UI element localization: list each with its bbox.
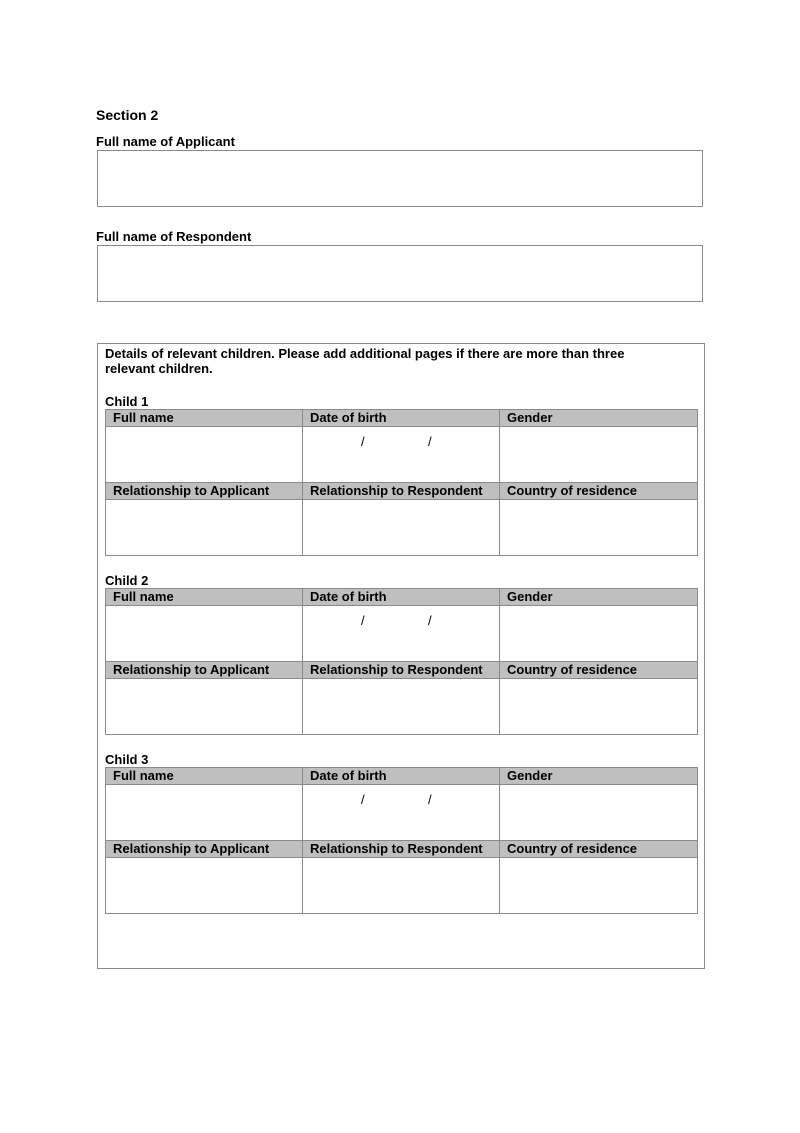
child-3-full-name-field[interactable] bbox=[106, 785, 303, 841]
applicant-name-label: Full name of Applicant bbox=[96, 134, 235, 149]
child-3-gender-field[interactable] bbox=[500, 785, 698, 841]
child-2-gender-field[interactable] bbox=[500, 606, 698, 662]
child-2-gender-header: Gender bbox=[500, 589, 698, 606]
child-2-dob-field[interactable] bbox=[303, 606, 500, 662]
date-separator: / bbox=[428, 792, 432, 807]
child-1-rel-respondent-header: Relationship to Respondent bbox=[303, 483, 500, 500]
child-3-rel-respondent-header: Relationship to Respondent bbox=[303, 841, 500, 858]
child-2-rel-respondent-header: Relationship to Respondent bbox=[303, 662, 500, 679]
child-1-dob-header: Date of birth bbox=[303, 410, 500, 427]
child-3-dob-field[interactable] bbox=[303, 785, 500, 841]
section-heading: Section 2 bbox=[96, 107, 159, 123]
child-3-rel-applicant-field[interactable] bbox=[106, 858, 303, 914]
child-2-country-header: Country of residence bbox=[500, 662, 698, 679]
child-1-country-field[interactable] bbox=[500, 500, 698, 556]
date-separator: / bbox=[361, 613, 365, 628]
child-3-rel-applicant-header: Relationship to Applicant bbox=[106, 841, 303, 858]
applicant-name-field[interactable] bbox=[97, 150, 703, 207]
child-3-full-name-header: Full name bbox=[106, 768, 303, 785]
child-2-title: Child 2 bbox=[105, 573, 149, 588]
child-3-gender-header: Gender bbox=[500, 768, 698, 785]
child-1-rel-applicant-header: Relationship to Applicant bbox=[106, 483, 303, 500]
child-1-gender-header: Gender bbox=[500, 410, 698, 427]
child-3-title: Child 3 bbox=[105, 752, 149, 767]
children-panel-intro: Details of relevant children. Please add additional pages if there are more than three relevant children. bbox=[105, 346, 625, 376]
child-1-table bbox=[105, 409, 698, 556]
child-2-rel-respondent-field[interactable] bbox=[303, 679, 500, 735]
child-1-full-name-header: Full name bbox=[106, 410, 303, 427]
child-2-full-name-header: Full name bbox=[106, 589, 303, 606]
child-2-rel-applicant-header: Relationship to Applicant bbox=[106, 662, 303, 679]
date-separator: / bbox=[361, 434, 365, 449]
child-1-rel-applicant-field[interactable] bbox=[106, 500, 303, 556]
child-1-rel-respondent-field[interactable] bbox=[303, 500, 500, 556]
date-separator: / bbox=[361, 792, 365, 807]
child-3-table bbox=[105, 767, 698, 914]
child-3-country-field[interactable] bbox=[500, 858, 698, 914]
respondent-name-field[interactable] bbox=[97, 245, 703, 302]
date-separator: / bbox=[428, 613, 432, 628]
child-1-full-name-field[interactable] bbox=[106, 427, 303, 483]
child-2-rel-applicant-field[interactable] bbox=[106, 679, 303, 735]
child-3-rel-respondent-field[interactable] bbox=[303, 858, 500, 914]
child-2-table bbox=[105, 588, 698, 735]
child-1-dob-field[interactable] bbox=[303, 427, 500, 483]
child-1-title: Child 1 bbox=[105, 394, 149, 409]
child-2-country-field[interactable] bbox=[500, 679, 698, 735]
date-separator: / bbox=[428, 434, 432, 449]
child-1-country-header: Country of residence bbox=[500, 483, 698, 500]
child-3-dob-header: Date of birth bbox=[303, 768, 500, 785]
child-2-dob-header: Date of birth bbox=[303, 589, 500, 606]
child-1-gender-field[interactable] bbox=[500, 427, 698, 483]
child-3-country-header: Country of residence bbox=[500, 841, 698, 858]
child-2-full-name-field[interactable] bbox=[106, 606, 303, 662]
respondent-name-label: Full name of Respondent bbox=[96, 229, 252, 244]
